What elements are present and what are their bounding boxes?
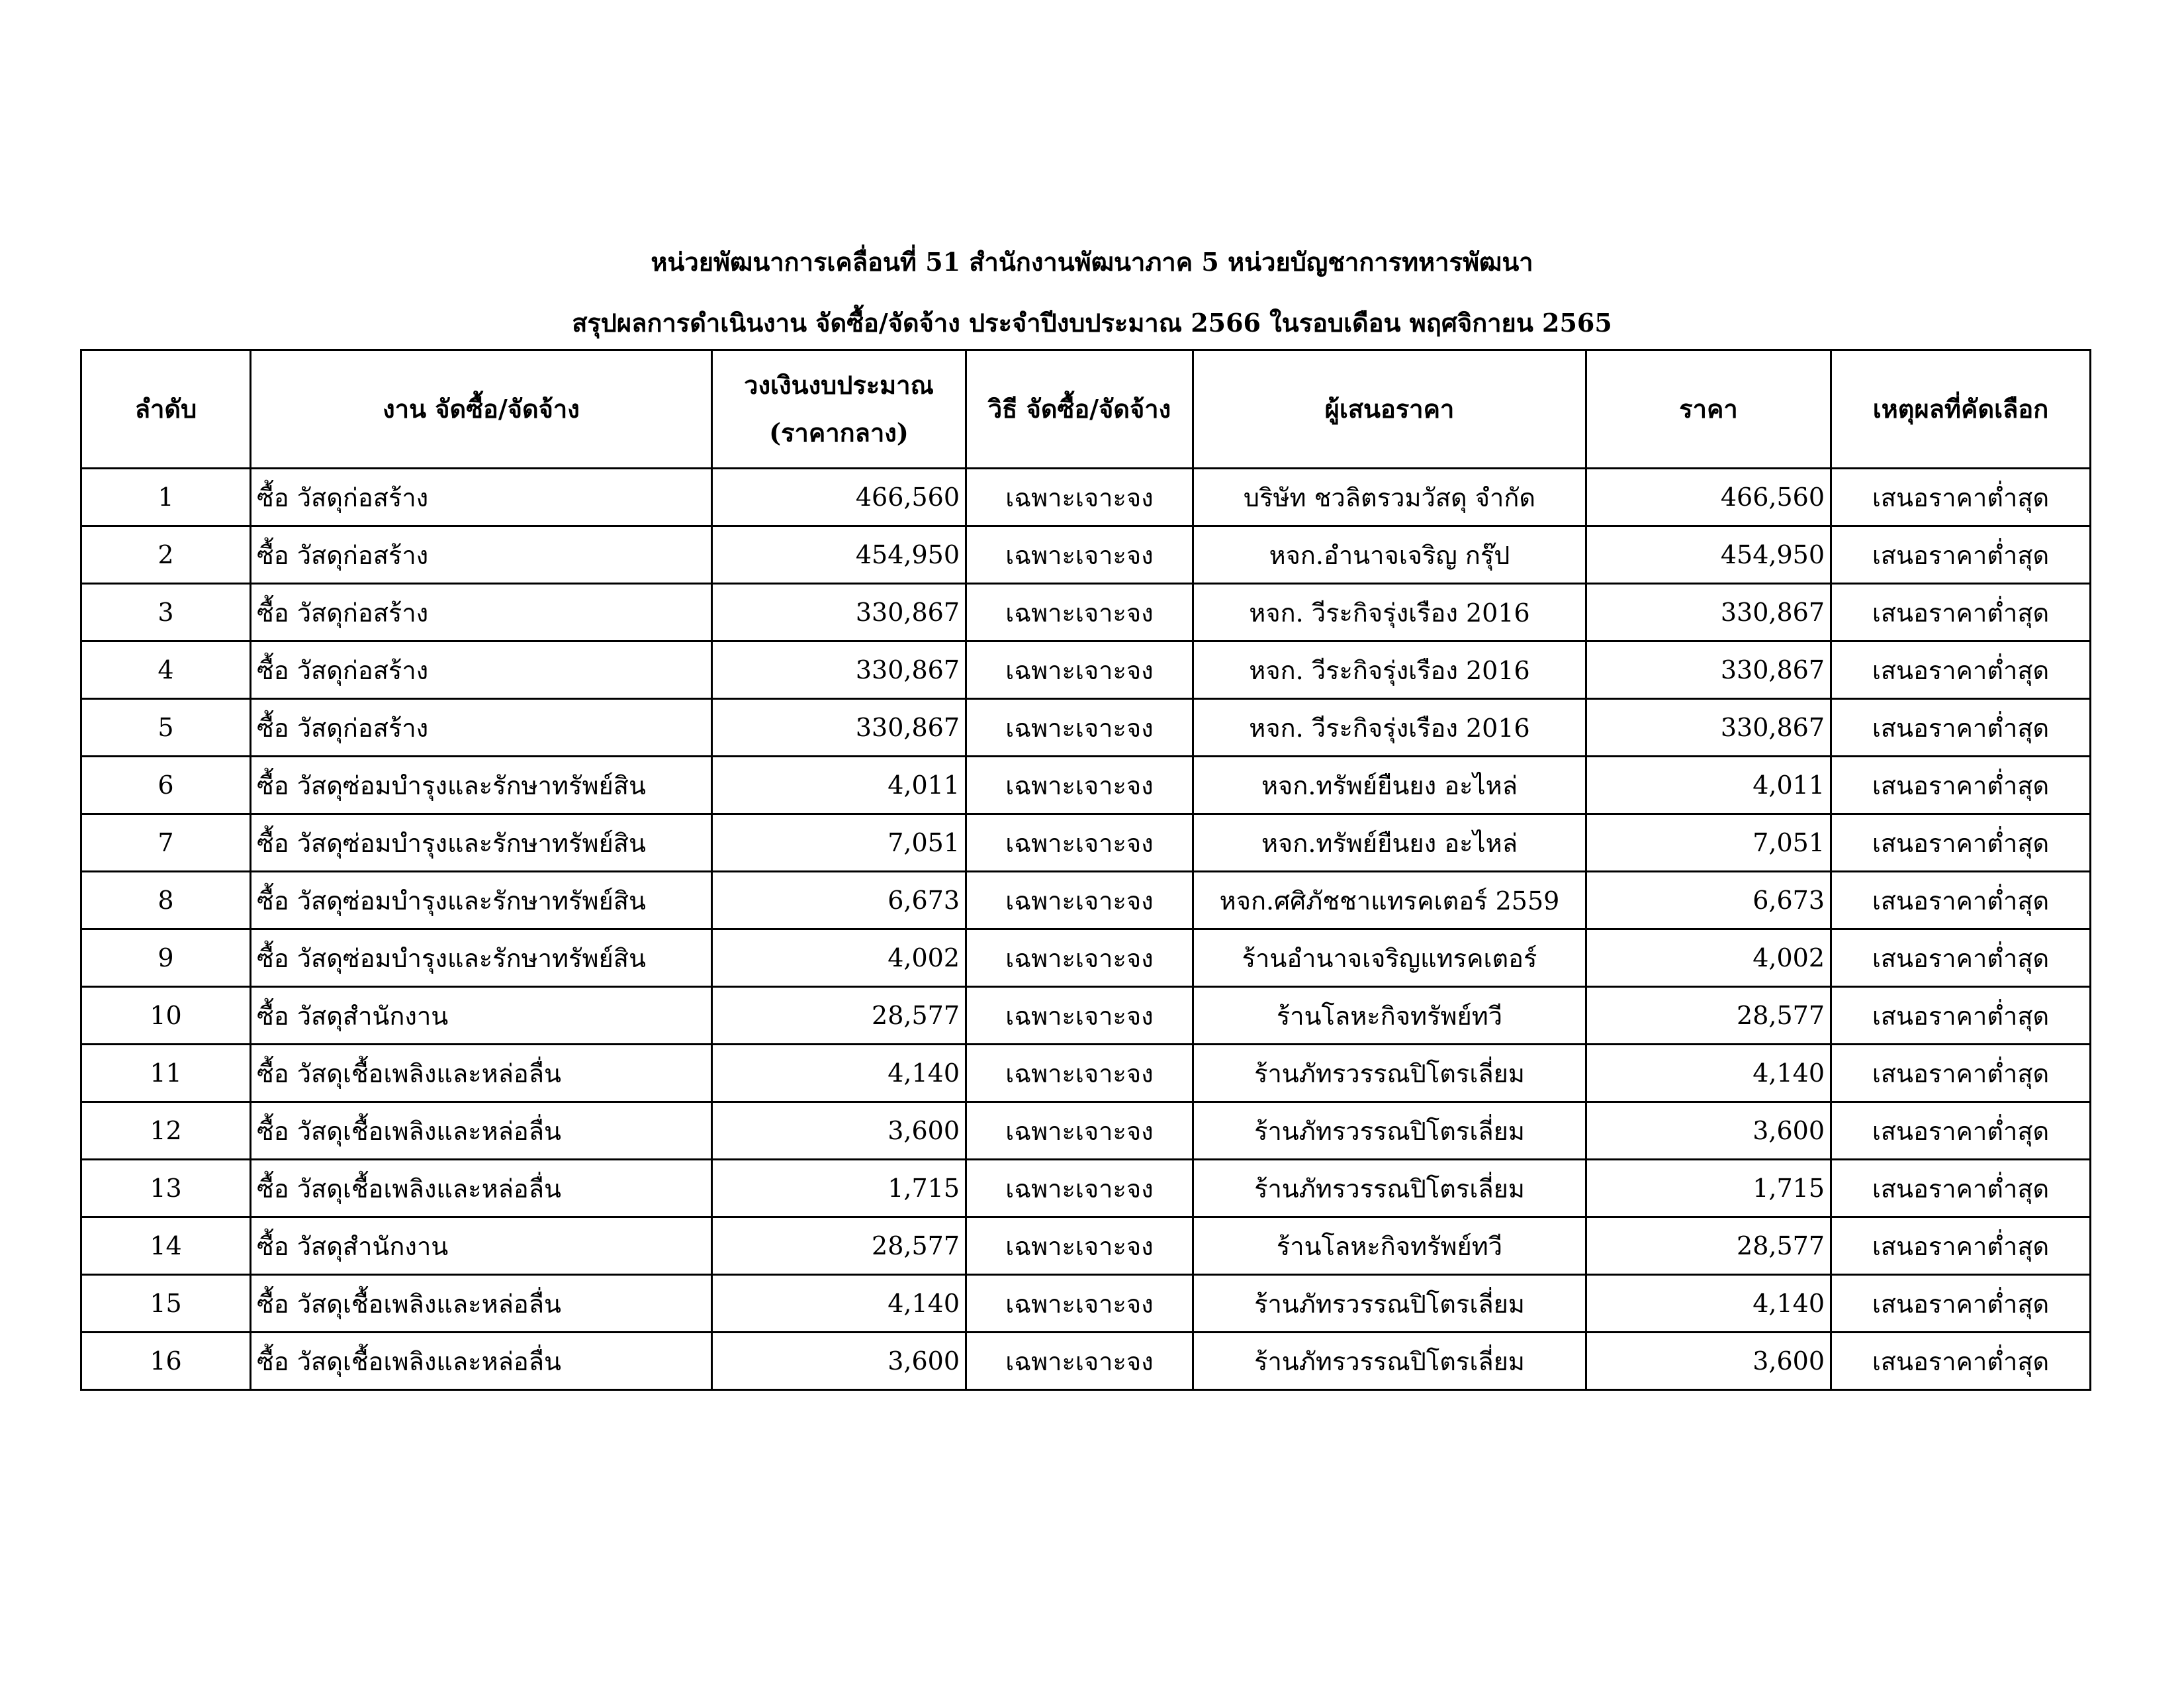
cell-work: ซื้อ วัสดุก่อสร้าง bbox=[251, 584, 712, 641]
column-header-no: ลำดับ bbox=[81, 350, 251, 469]
cell-no: 8 bbox=[81, 872, 251, 929]
column-header-budget-line2: (ราคากลาง) bbox=[769, 418, 909, 447]
cell-budget: 3,600 bbox=[712, 1333, 966, 1390]
cell-price: 466,560 bbox=[1586, 469, 1831, 526]
cell-price: 4,140 bbox=[1586, 1275, 1831, 1333]
cell-price: 3,600 bbox=[1586, 1333, 1831, 1390]
cell-no: 3 bbox=[81, 584, 251, 641]
cell-method: เฉพาะเจาะจง bbox=[966, 1275, 1193, 1333]
column-header-reason: เหตุผลที่คัดเลือก bbox=[1831, 350, 2091, 469]
table-row bbox=[81, 469, 2091, 526]
cell-no: 12 bbox=[81, 1102, 251, 1160]
cell-work: ซื้อ วัสดุสำนักงาน bbox=[251, 987, 712, 1045]
cell-no: 6 bbox=[81, 757, 251, 814]
cell-bidder: หจก. วีระกิจรุ่งเรือง 2016 bbox=[1193, 641, 1586, 699]
cell-method: เฉพาะเจาะจง bbox=[966, 814, 1193, 872]
cell-bidder: หจก.อำนาจเจริญ กรุ๊ป bbox=[1193, 526, 1586, 584]
cell-price: 4,140 bbox=[1586, 1045, 1831, 1102]
cell-method: เฉพาะเจาะจง bbox=[966, 872, 1193, 929]
cell-method: เฉพาะเจาะจง bbox=[966, 929, 1193, 987]
cell-bidder: หจก. วีระกิจรุ่งเรือง 2016 bbox=[1193, 699, 1586, 757]
column-header-price: ราคา bbox=[1586, 350, 1831, 469]
cell-budget: 28,577 bbox=[712, 1217, 966, 1275]
cell-budget: 1,715 bbox=[712, 1160, 966, 1217]
cell-budget: 4,140 bbox=[712, 1275, 966, 1333]
table-row bbox=[81, 814, 2091, 872]
cell-reason: เสนอราคาต่ำสุด bbox=[1831, 757, 2091, 814]
column-header-bidder: ผู้เสนอราคา bbox=[1193, 350, 1586, 469]
table-row bbox=[81, 584, 2091, 641]
cell-no: 10 bbox=[81, 987, 251, 1045]
cell-price: 28,577 bbox=[1586, 1217, 1831, 1275]
cell-price: 7,051 bbox=[1586, 814, 1831, 872]
cell-reason: เสนอราคาต่ำสุด bbox=[1831, 699, 2091, 757]
cell-work: ซื้อ วัสดุซ่อมบำรุงและรักษาทรัพย์สิน bbox=[251, 814, 712, 872]
cell-method: เฉพาะเจาะจง bbox=[966, 1160, 1193, 1217]
column-header-budget bbox=[712, 350, 966, 469]
cell-no: 13 bbox=[81, 1160, 251, 1217]
cell-reason: เสนอราคาต่ำสุด bbox=[1831, 987, 2091, 1045]
cell-no: 1 bbox=[81, 469, 251, 526]
cell-no: 11 bbox=[81, 1045, 251, 1102]
cell-no: 14 bbox=[81, 1217, 251, 1275]
cell-work: ซื้อ วัสดุก่อสร้าง bbox=[251, 641, 712, 699]
cell-method: เฉพาะเจาะจง bbox=[966, 1333, 1193, 1390]
cell-no: 5 bbox=[81, 699, 251, 757]
cell-work: ซื้อ วัสดุสำนักงาน bbox=[251, 1217, 712, 1275]
cell-method: เฉพาะเจาะจง bbox=[966, 526, 1193, 584]
table-header-row bbox=[81, 350, 2091, 469]
cell-method: เฉพาะเจาะจง bbox=[966, 469, 1193, 526]
cell-reason: เสนอราคาต่ำสุด bbox=[1831, 526, 2091, 584]
cell-bidder: ร้านภัทรวรรณปิโตรเลี่ยม bbox=[1193, 1275, 1586, 1333]
cell-price: 3,600 bbox=[1586, 1102, 1831, 1160]
document-title: หน่วยพัฒนาการเคลื่อนที่ 51 สำนักงานพัฒนาภาค 5 หน่วยบัญชาการทหารพัฒนา bbox=[651, 247, 1533, 277]
cell-budget: 28,577 bbox=[712, 987, 966, 1045]
cell-method: เฉพาะเจาะจง bbox=[966, 584, 1193, 641]
cell-budget: 4,140 bbox=[712, 1045, 966, 1102]
cell-bidder: หจก.ทรัพย์ยืนยง อะไหล่ bbox=[1193, 814, 1586, 872]
cell-no: 4 bbox=[81, 641, 251, 699]
cell-reason: เสนอราคาต่ำสุด bbox=[1831, 929, 2091, 987]
table-row bbox=[81, 872, 2091, 929]
cell-budget: 330,867 bbox=[712, 584, 966, 641]
cell-work: ซื้อ วัสดุซ่อมบำรุงและรักษาทรัพย์สิน bbox=[251, 757, 712, 814]
cell-budget: 4,002 bbox=[712, 929, 966, 987]
cell-price: 1,715 bbox=[1586, 1160, 1831, 1217]
cell-reason: เสนอราคาต่ำสุด bbox=[1831, 872, 2091, 929]
table-row bbox=[81, 641, 2091, 699]
cell-work: ซื้อ วัสดุเชื้อเพลิงและหล่อลื่น bbox=[251, 1275, 712, 1333]
table-row bbox=[81, 757, 2091, 814]
cell-reason: เสนอราคาต่ำสุด bbox=[1831, 1045, 2091, 1102]
cell-work: ซื้อ วัสดุก่อสร้าง bbox=[251, 526, 712, 584]
cell-price: 4,002 bbox=[1586, 929, 1831, 987]
cell-budget: 454,950 bbox=[712, 526, 966, 584]
cell-bidder: บริษัท ชวลิตรวมวัสดุ จำกัด bbox=[1193, 469, 1586, 526]
cell-method: เฉพาะเจาะจง bbox=[966, 1102, 1193, 1160]
cell-bidder: ร้านภัทรวรรณปิโตรเลี่ยม bbox=[1193, 1160, 1586, 1217]
cell-price: 6,673 bbox=[1586, 872, 1831, 929]
table-row bbox=[81, 1160, 2091, 1217]
table-row bbox=[81, 1102, 2091, 1160]
table-row bbox=[81, 1045, 2091, 1102]
cell-work: ซื้อ วัสดุเชื้อเพลิงและหล่อลื่น bbox=[251, 1045, 712, 1102]
cell-price: 4,011 bbox=[1586, 757, 1831, 814]
table-row bbox=[81, 929, 2091, 987]
cell-budget: 7,051 bbox=[712, 814, 966, 872]
cell-method: เฉพาะเจาะจง bbox=[966, 757, 1193, 814]
cell-reason: เสนอราคาต่ำสุด bbox=[1831, 641, 2091, 699]
cell-budget: 330,867 bbox=[712, 641, 966, 699]
cell-work: ซื้อ วัสดุซ่อมบำรุงและรักษาทรัพย์สิน bbox=[251, 929, 712, 987]
cell-work: ซื้อ วัสดุก่อสร้าง bbox=[251, 699, 712, 757]
cell-method: เฉพาะเจาะจง bbox=[966, 1045, 1193, 1102]
cell-budget: 4,011 bbox=[712, 757, 966, 814]
cell-method: เฉพาะเจาะจง bbox=[966, 1217, 1193, 1275]
column-header-method: วิธี จัดซื้อ/จัดจ้าง bbox=[966, 350, 1193, 469]
cell-reason: เสนอราคาต่ำสุด bbox=[1831, 1275, 2091, 1333]
column-header-work: งาน จัดซื้อ/จัดจ้าง bbox=[251, 350, 712, 469]
cell-price: 28,577 bbox=[1586, 987, 1831, 1045]
cell-no: 9 bbox=[81, 929, 251, 987]
cell-work: ซื้อ วัสดุซ่อมบำรุงและรักษาทรัพย์สิน bbox=[251, 872, 712, 929]
table-row bbox=[81, 1217, 2091, 1275]
cell-no: 7 bbox=[81, 814, 251, 872]
cell-work: ซื้อ วัสดุก่อสร้าง bbox=[251, 469, 712, 526]
cell-price: 454,950 bbox=[1586, 526, 1831, 584]
cell-price: 330,867 bbox=[1586, 699, 1831, 757]
table-body bbox=[81, 469, 2091, 1390]
cell-reason: เสนอราคาต่ำสุด bbox=[1831, 1217, 2091, 1275]
table-row bbox=[81, 1333, 2091, 1390]
cell-reason: เสนอราคาต่ำสุด bbox=[1831, 1333, 2091, 1390]
cell-bidder: หจก. วีระกิจรุ่งเรือง 2016 bbox=[1193, 584, 1586, 641]
cell-bidder: ร้านอำนาจเจริญแทรคเตอร์ bbox=[1193, 929, 1586, 987]
table-row bbox=[81, 1275, 2091, 1333]
cell-method: เฉพาะเจาะจง bbox=[966, 987, 1193, 1045]
cell-reason: เสนอราคาต่ำสุด bbox=[1831, 469, 2091, 526]
cell-reason: เสนอราคาต่ำสุด bbox=[1831, 584, 2091, 641]
cell-price: 330,867 bbox=[1586, 584, 1831, 641]
cell-bidder: หจก.ศศิภัชชาแทรคเตอร์ 2559 bbox=[1193, 872, 1586, 929]
column-header-budget-line1: วงเงินงบประมาณ bbox=[744, 369, 934, 400]
document-subtitle: สรุปผลการดำเนินงาน จัดซื้อ/จัดจ้าง ประจำปีงบประมาณ 2566 ในรอบเดือน พฤศจิกายน 2565 bbox=[572, 308, 1612, 338]
cell-bidder: ร้านภัทรวรรณปิโตรเลี่ยม bbox=[1193, 1333, 1586, 1390]
cell-reason: เสนอราคาต่ำสุด bbox=[1831, 814, 2091, 872]
procurement-table bbox=[80, 349, 2091, 1391]
cell-reason: เสนอราคาต่ำสุด bbox=[1831, 1160, 2091, 1217]
cell-method: เฉพาะเจาะจง bbox=[966, 699, 1193, 757]
cell-budget: 466,560 bbox=[712, 469, 966, 526]
cell-bidder: หจก.ทรัพย์ยืนยง อะไหล่ bbox=[1193, 757, 1586, 814]
cell-no: 16 bbox=[81, 1333, 251, 1390]
cell-budget: 3,600 bbox=[712, 1102, 966, 1160]
cell-bidder: ร้านภัทรวรรณปิโตรเลี่ยม bbox=[1193, 1045, 1586, 1102]
table-row bbox=[81, 526, 2091, 584]
cell-price: 330,867 bbox=[1586, 641, 1831, 699]
cell-work: ซื้อ วัสดุเชื้อเพลิงและหล่อลื่น bbox=[251, 1102, 712, 1160]
cell-reason: เสนอราคาต่ำสุด bbox=[1831, 1102, 2091, 1160]
cell-work: ซื้อ วัสดุเชื้อเพลิงและหล่อลื่น bbox=[251, 1160, 712, 1217]
cell-budget: 6,673 bbox=[712, 872, 966, 929]
cell-no: 15 bbox=[81, 1275, 251, 1333]
cell-method: เฉพาะเจาะจง bbox=[966, 641, 1193, 699]
cell-budget: 330,867 bbox=[712, 699, 966, 757]
cell-no: 2 bbox=[81, 526, 251, 584]
table-row bbox=[81, 987, 2091, 1045]
cell-bidder: ร้านโลหะกิจทรัพย์ทวี bbox=[1193, 1217, 1586, 1275]
table-row bbox=[81, 699, 2091, 757]
cell-bidder: ร้านโลหะกิจทรัพย์ทวี bbox=[1193, 987, 1586, 1045]
cell-bidder: ร้านภัทรวรรณปิโตรเลี่ยม bbox=[1193, 1102, 1586, 1160]
cell-work: ซื้อ วัสดุเชื้อเพลิงและหล่อลื่น bbox=[251, 1333, 712, 1390]
